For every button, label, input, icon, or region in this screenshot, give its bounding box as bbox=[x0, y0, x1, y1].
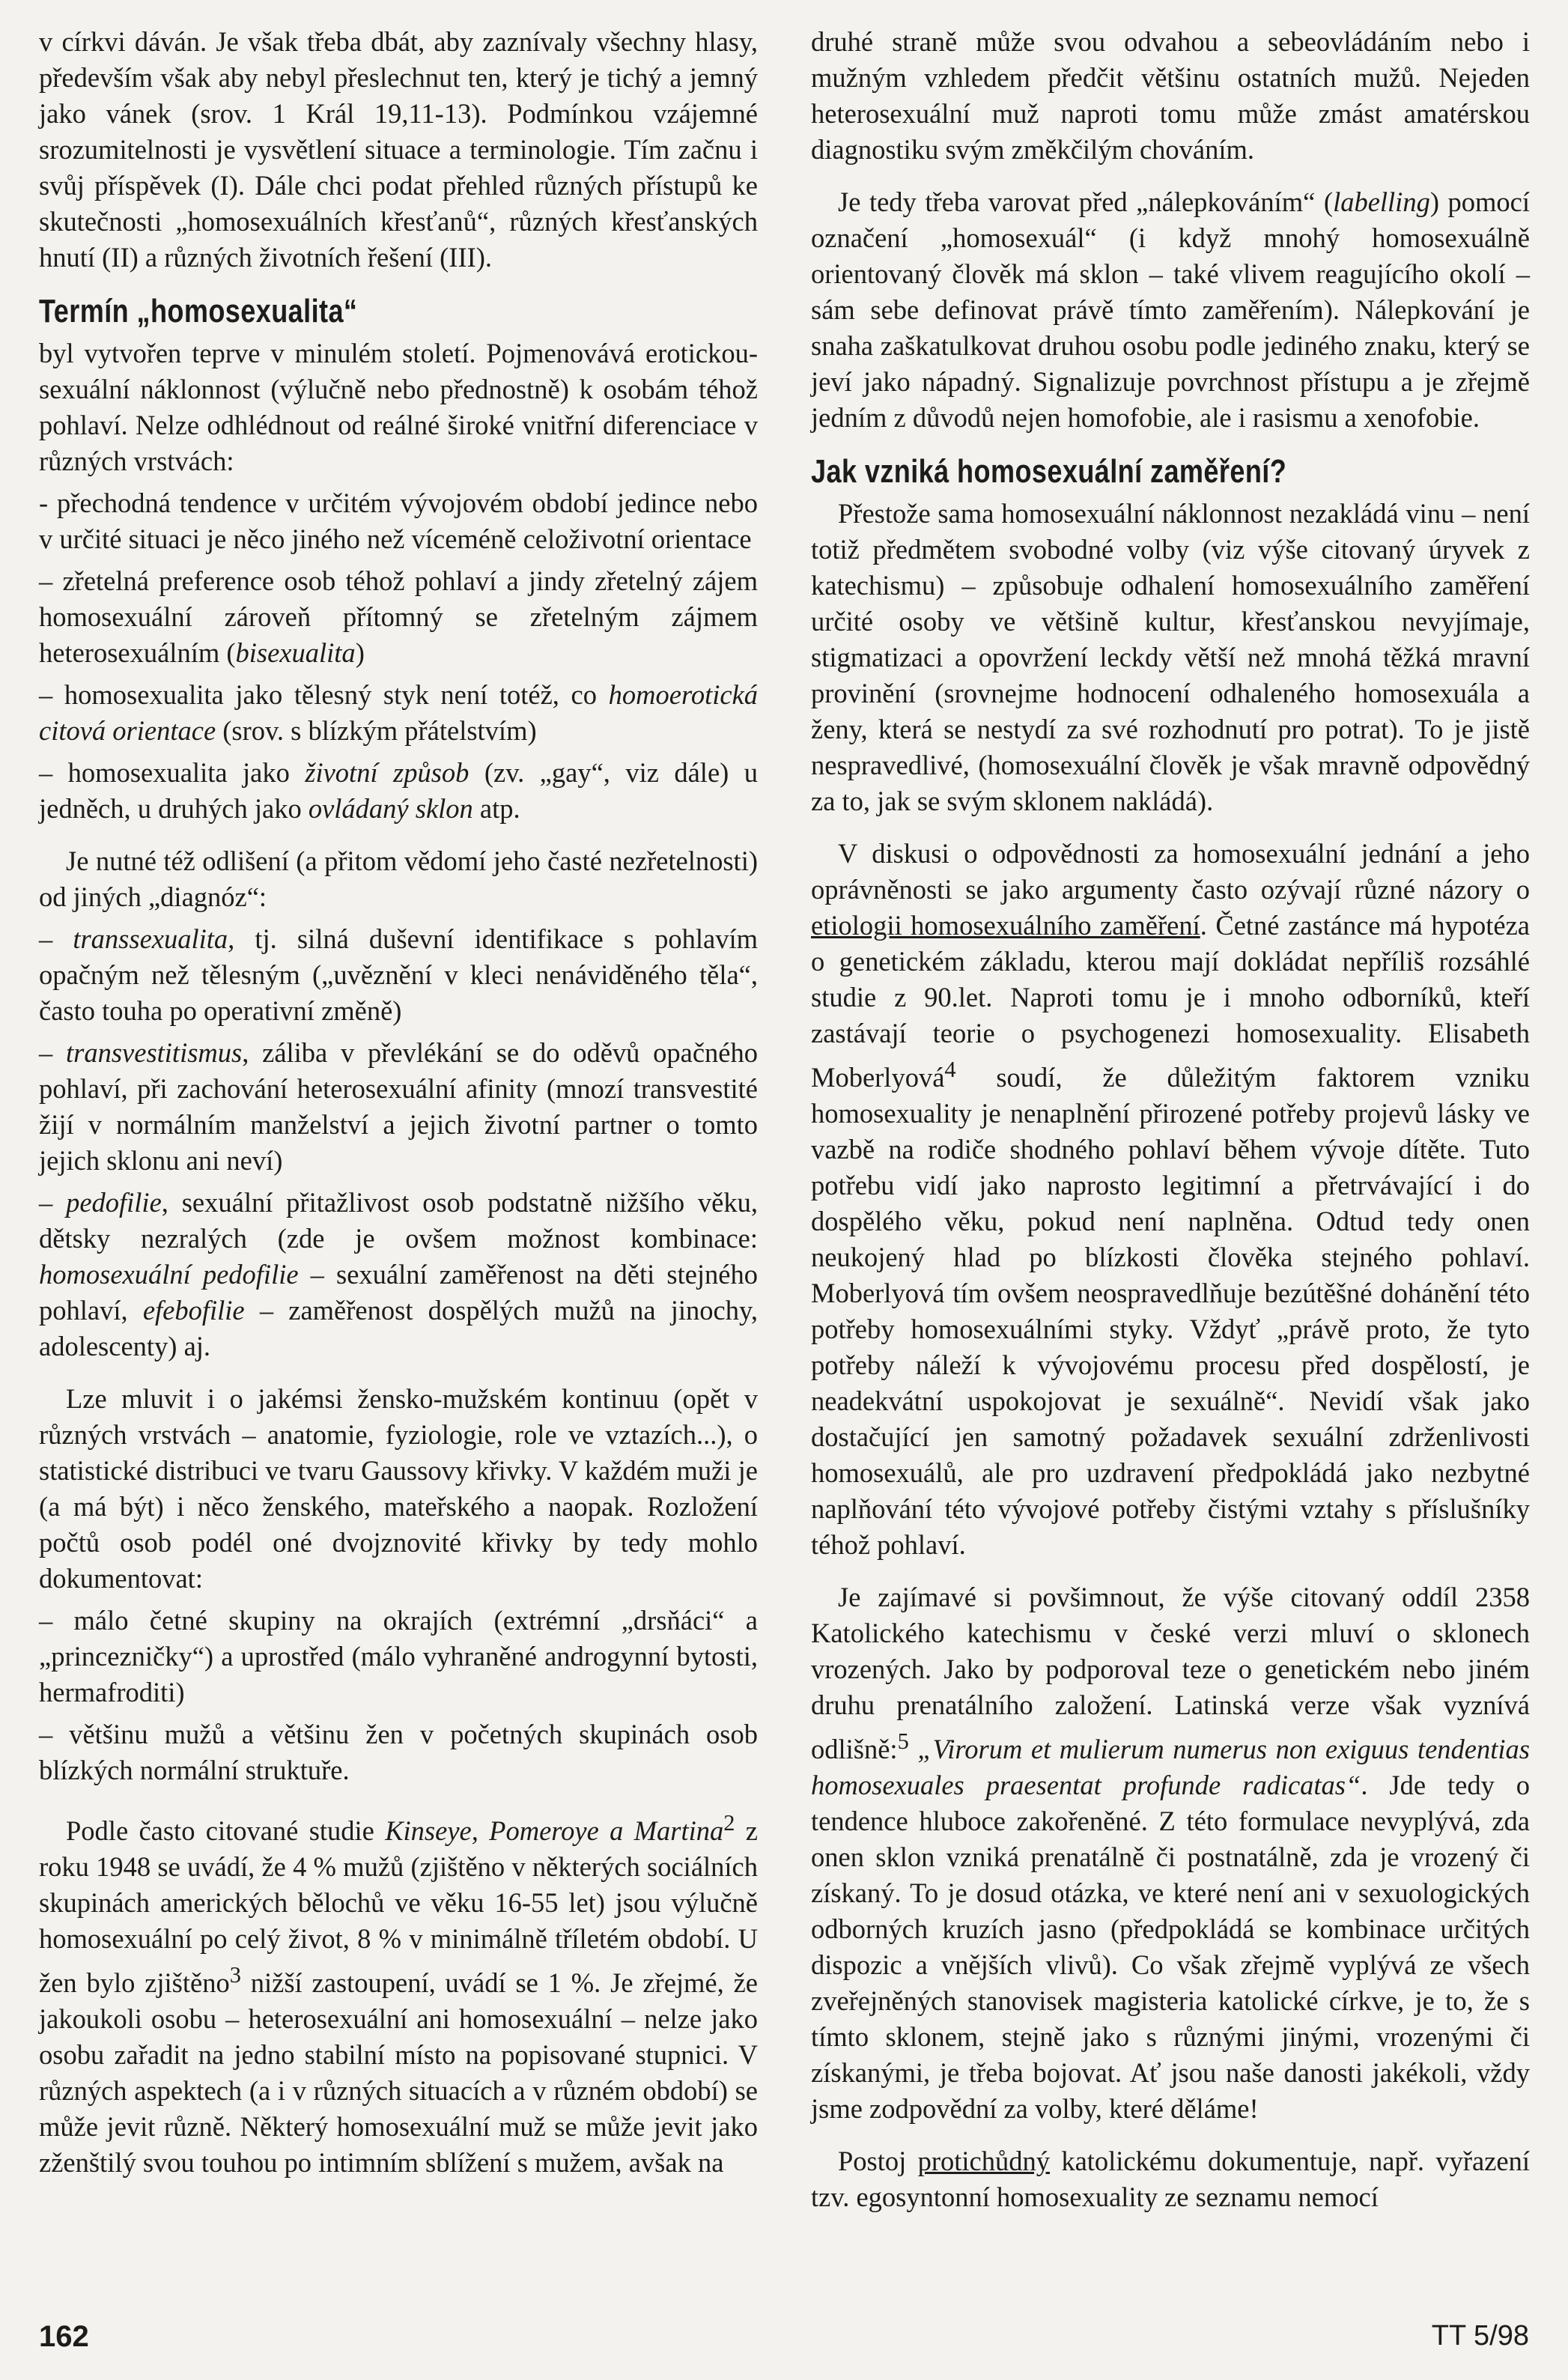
journal-issue: TT 5/98 bbox=[1431, 2320, 1529, 2352]
footnote-ref: 5 bbox=[897, 1728, 909, 1755]
footnote-ref: 4 bbox=[944, 1057, 956, 1082]
list-item: – pedofilie, sexuální přitažlivost osob podstatně nižšího věku, dětsky nezralých (zde je ovšem možnost kombinace: homosexuální pedofilie – sexuální zaměřenost na děti stejného pohlaví, efebofilie – zaměřenost dospělých mužů na jinochy, adolescenty) aj. bbox=[39, 1187, 759, 1361]
paragraph: Přestože sama homosexuální náklonnost nezakládá vinu – není totiž předmětem svobodné volby (viz výše citovaný úryvek z katechismu) – způsobuje odhalení homosexuálního zaměření určité osoby ve většině kultur, křesťanskou nevyjímaje, stigmatizaci a opovržení leckdy větší než mnohá těžká mravní provinění (srovnejme hodnocení odhaleného homosexuála a ženy, která se nestydí za své rozhodnutí pro potrat). To je jistě nespravedlivé, (homosexuální člověk je však mravně odpovědný za to, jak se svým sklonem nakládá). bbox=[811, 498, 1530, 816]
paragraph: byl vytvořen teprve v minulém století. Pojmenovává erotickou-sexuální náklonnost (výlučně nebo přednostně) k osobám téhož pohlaví. Nelze odhlédnout od reálné široké vnitřní diferenciace v různých vrstvách: bbox=[39, 338, 758, 476]
list-item: - přechodná tendence v určitém vývojovém období jedince nebo v určité situaci je něco jiného než víceméně celoživotní orientace bbox=[39, 488, 758, 554]
list-item: – málo četné skupiny na okrajích (extrémní „drsňáci“ a „princezničky“) a uprostřed (málo vyhraněné androgynní bytosti, hermafroditi) bbox=[39, 1605, 758, 1707]
paragraph: Je tedy třeba varovat před „nálepkováním“ (labelling) pomocí označení „homosexuál“ (i když mnohý homosexuálně orientovaný člověk má sklon – také vlivem reagujícího okolí – sám sebe definovat právě tímto zaměřením). Nálepkování je snaha zaškatulkovat druhou osobu podle jediného znaku, který se jeví jako nápadný. Signalizuje povrchnost přístupu a je zřejmě jedním z důvodů nejen homofobie, ale i rasismu a xenofobie. bbox=[811, 186, 1531, 433]
paragraph: Lze mluvit i o jakémsi žensko-mužském kontinuu (opět v různých vrstvách – anatomie, fyziologie, role ve vztazích...), o statistické distribuci ve tvaru Gaussovy křivky. V každém muži je (a má být) i něco ženského, mateřského a naopak. Rozložení počtů osob podél oné dvojznovité křivky by tedy mohlo dokumentovat: bbox=[39, 1383, 758, 1594]
footnote-ref: 2 bbox=[723, 1810, 735, 1836]
right-column bbox=[811, 24, 1530, 2232]
list-item: – zřetelná preference osob téhož pohlaví a jindy zřetelný zájem homosexuální zároveň přítomný se zřetelným zájmem heterosexuálním (bisexualita) bbox=[39, 565, 758, 668]
list-item: – transvestitismus, záliba v převlékání se do oděvů opačného pohlaví, při zachování heterosexuální afinity (mnozí transvestité žijí v normálním manželství a jejich životní partner o tomto jejich sklonu ani neví) bbox=[39, 1037, 758, 1176]
footnote-ref: 3 bbox=[229, 1962, 241, 1988]
paragraph: Podle často citované studie Kinseye, Pomeroye a Martina$^2$ z roku 1948 se uvádí, že 4 % mužů (zjištěno v některých sociálních skupinách amerických bělochů ve věku 16-55 let) jsou výlučně homosexuální po celý život, 8 % v minimálně tříletém období. U žen bylo zjištěno$^3$ nižší zastoupení, uvádí se 1 %. Je zřejmé, že jakoukoli osobu – heterosexuální ani homosexuální – nelze jako osobu zařadit na jedno stabilní místo na popisované stupnici. V různých aspektech (a i v různých situacích a v různém období) se může jevit různě. Některý homosexuální muž se může jevit jako zženštilý svou touhou po intimním sblížení s mužem, avšak na bbox=[39, 1810, 758, 2179]
section-heading-term: Termín „homosexualita“ bbox=[39, 293, 358, 330]
list-item: – většinu mužů a většinu žen v početných skupinách osob blízkých normální struktuře. bbox=[39, 1719, 758, 1785]
paragraph: druhé straně může svou odvahou a sebeovládáním nebo i mužným vzhledem předčit většinu ostatních mužů. Nejeden heterosexuální muž naproti tomu může zmást amatérskou diagnostiku svým změkčilým chováním. bbox=[811, 26, 1530, 165]
paragraph: Je nutné též odlišení (a přitom vědomí jeho časté nezřetelnosti) od jiných „diagnóz“: bbox=[39, 846, 758, 912]
list-item: – transsexualita, tj. silná duševní identifikace s pohlavím opačným než tělesným („uvěznění v kleci nenáviděného těla“, často touha po operativní změně) bbox=[39, 923, 758, 1026]
paragraph: V diskusi o odpovědnosti za homosexuální jednání a jeho oprávněnosti se jako argumenty často ozývají různé názory o etiologii homosexuálního zaměření. Četné zastánce má hypotéza o genetickém základu, kterou mají dokládat nepříliš rozsáhlé studie z 90.let. Naproti tomu je i mnoho odborníků, kteří zastávají teorie o psychogenezi homosexuality. Elisabeth Moberlyová$^4$ soudí, že důležitým faktorem vzniku homosexuality je nenaplnění přirozené potřeby projevů lásky ve vazbě na rodiče shodného pohlaví během vývoje dítěte. Tuto potřebu vidí jako naprosto legitimní a přetrvávající i do dospělého věku, pokud není naplněna. Odtud tedy onen neukojený hlad po blízkosti člověka stejného pohlaví. Moberlyová tím ovšem neospravedlňuje bezútěšné dohánění této potřeby homosexuálními styky. Vždyť „právě proto, že tyto potřeby náleží k vývojovému procesu před dospělostí, je neadekvátní uspokojovat je sexuálně“. Nevidí však jako dostačující jen samotný požadavek sexuální zdrženlivosti homosexuálů, ale pro uzdravení předpokládá jako nezbytné naplňování této vývojové potřeby čistými vztahy s příslušníky téhož pohlaví. bbox=[811, 838, 1530, 1561]
list-item: – homosexualita jako životní způsob (zv. „gay“, viz dále) u jedněch, u druhých jako ovládaný sklon atp. bbox=[39, 757, 758, 824]
paragraph: v církvi dáván. Je však třeba dbát, aby zaznívaly všechny hlasy, především však aby nebyl přeslechnut ten, který je tichý a jemný jako vánek (srov. 1 Král 19,11-13). Podmínkou vzájemné srozumitelnosti je vysvětlení situace a terminologie. Tím začnu i svůj příspěvek (I). Dále chci podat přehled různých přístupů ke skutečnosti „homosexuálních křesťanů“, různých křesťanských hnutí (II) a různých životních řešení (III). bbox=[39, 26, 758, 273]
paragraph: Postoj protichůdný katolickému dokumentuje, např. vyřazení tzv. egosyntonní homosexuality ze seznamu nemocí bbox=[811, 2146, 1530, 2213]
section-heading-origin: Jak vzniká homosexuální zaměření? bbox=[811, 453, 1287, 490]
list-item: – homosexualita jako tělesný styk není totéž, co homoerotická citová orientace (srov. s blízkým přátelstvím) bbox=[39, 679, 758, 746]
page-number: 162 bbox=[39, 2320, 89, 2353]
paragraph: Je zajímavé si povšimnout, že výše citovaný oddíl 2358 Katolického katechismu v české verzi mluví o sklonech vrozených. Jako by podporoval teze o genetickém nebo jiném druhu prenatálního založení. Latinská verze však vyznívá odlišně:$^5$ „Virorum et mulierum numerus non exiguus tendentias homosexuales praesentat profunde radicatas“. Jde tedy o tendence hluboce zakořeněné. Z této formulace nevyplývá, zda onen sklon vzniká prenatálně či postnatálně, zda je vrozený či získaný. To je dosud otázka, ve které není ani v sexuologických odborných kruzích jasno (předpokládá se kombinace určitých dispozic a vnějších vlivů). Co však zřejmě vyplývá ze všech zveřejněných stanovisek magisteria katolické církve, je to, že s tímto sklonem, stejně jako s různými jinými, vrozenými či získanými, je třeba bojovat. Ať jsou naše danosti jakékoli, vždy jsme zodpovědní za volby, které děláme! bbox=[811, 1582, 1531, 2125]
left-column bbox=[39, 24, 758, 2197]
